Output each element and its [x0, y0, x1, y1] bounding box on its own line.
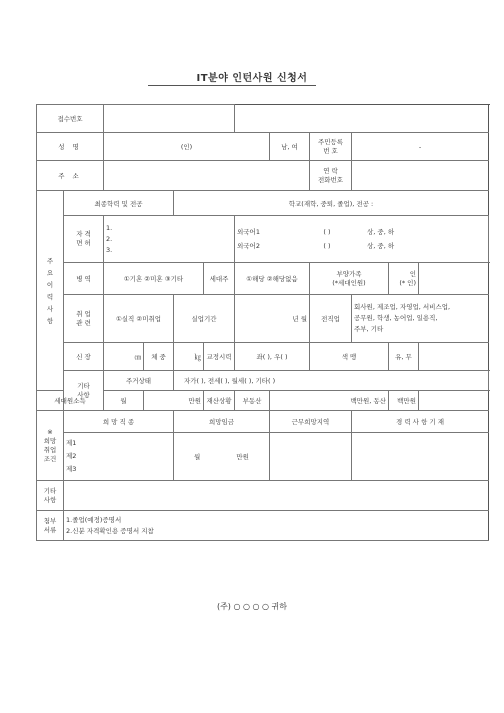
education-field[interactable]: 학교(재학, 중퇴, 졸업), 전공 : — [174, 191, 489, 216]
certificate-label: 자 격 면 허 — [64, 216, 104, 263]
income-month: 월 — [104, 391, 144, 411]
height-field[interactable]: ㎝ — [104, 343, 144, 371]
language1-label: 외국어1 — [237, 228, 260, 236]
misc-field[interactable] — [64, 481, 489, 511]
movable-field[interactable]: 백만원 — [389, 391, 419, 411]
language2-level[interactable]: 상, 중, 하 — [367, 242, 395, 250]
language1-level[interactable]: 상, 중, 하 — [367, 228, 395, 236]
application-form-table — [36, 104, 489, 541]
weight-label: 체 중 — [144, 343, 174, 371]
blank-area — [235, 105, 489, 133]
career-side-label: 주 요 이 력 사 항 — [37, 191, 64, 391]
previous-job-label: 전직업 — [310, 295, 352, 343]
color-blindness-label: 색 맹 — [310, 343, 389, 371]
language-cell — [235, 216, 489, 263]
employment-options[interactable]: ①실직 ②미취업 — [104, 295, 174, 343]
desired-wage-header: 희망임금 — [174, 411, 270, 433]
income-field[interactable]: 만원 — [144, 391, 204, 411]
householder-options[interactable]: ①해당 ②해당없음 — [235, 263, 310, 295]
receipt-number-field[interactable] — [104, 105, 235, 133]
other-side-label: 기타 사항 — [64, 371, 104, 411]
desired-wage-field[interactable] — [174, 433, 270, 481]
receipt-number-label: 접수번호 — [37, 105, 104, 133]
wage-unit: 만원 — [236, 453, 249, 461]
vision-field[interactable]: 좌( ), 우( ) — [235, 343, 310, 371]
attachment-item-2: 2.신분 자격확인용 증명서 지참 — [66, 526, 154, 535]
form-title: IT분야 인턴사원 신청서 — [196, 73, 308, 84]
contact-label: 연 락 전화번호 — [310, 161, 352, 191]
residence-label: 주거상태 — [104, 371, 174, 391]
assets-label: 재산상황 — [204, 391, 235, 411]
rrn-field[interactable]: - — [352, 133, 489, 161]
experience-header: 경 력 사 항 기 재 — [352, 411, 489, 433]
gender-field[interactable]: 남, 여 — [270, 133, 310, 161]
language1-field[interactable]: ( ) — [323, 228, 331, 236]
attachment-item-1: 1.졸업(예정)증명서 — [66, 515, 122, 524]
name-label: 성 명 — [37, 133, 104, 161]
income-label: 세대원소득 — [37, 391, 104, 411]
dependents-field[interactable]: 인 (* 인) — [389, 263, 419, 295]
desired-region-header: 근무희망지역 — [270, 411, 352, 433]
addressee-footer: (주) ○ ○ ○ ○ 귀하 — [216, 602, 288, 611]
attachments-list — [64, 511, 489, 541]
marital-options[interactable]: ①기혼 ②미혼 ③기타 — [104, 263, 204, 295]
language2-field[interactable]: ( ) — [323, 242, 331, 250]
experience-field[interactable] — [352, 433, 489, 481]
address-label: 주 소 — [37, 161, 104, 191]
residence-field[interactable]: 자가( ), 전세( ), 월세( ), 기타( ) — [174, 371, 489, 391]
rrn-label: 주민등록 번 호 — [310, 133, 352, 161]
name-seal-field[interactable]: (인) — [104, 133, 270, 161]
color-blindness-field[interactable]: 유, 무 — [389, 343, 419, 371]
real-estate-field[interactable]: 백만원, 동산 — [270, 391, 389, 411]
military-label: 병 역 — [64, 263, 104, 295]
employment-label: 취 업 관 련 — [64, 295, 104, 343]
real-estate-label: 부동산 — [235, 391, 270, 411]
desired-region-field[interactable] — [270, 433, 352, 481]
weight-field[interactable]: ㎏ — [174, 343, 204, 371]
dependents-label: 부양가족 (*세대인원) — [310, 263, 389, 295]
unemployment-period-label: 실업기간 — [174, 295, 235, 343]
unemployment-period-field[interactable]: 년 월 — [235, 295, 310, 343]
title-underline — [148, 85, 316, 86]
misc-side-label: 기타 사항 — [37, 481, 64, 511]
desired-side-label: ※ 희망 취업 조건 — [37, 411, 64, 481]
desired-job-header: 희 망 직 종 — [64, 411, 174, 433]
address-field[interactable] — [104, 161, 310, 191]
certificate-field[interactable]: 1. 2. 3. — [104, 216, 235, 263]
previous-job-options[interactable]: 회사원, 제조업, 자영업, 서비스업, 공무원, 학생, 농어업, 일용직, 주부, 기타 — [352, 295, 489, 343]
householder-label: 세대주 — [204, 263, 235, 295]
vision-label: 교정시력 — [204, 343, 235, 371]
height-label: 신 장 — [64, 343, 104, 371]
education-label: 최종학력 및 전공 — [64, 191, 174, 216]
attachments-side-label: 첨부 서류 — [37, 511, 64, 541]
desired-job-choices[interactable]: 제1 제2 제3 — [64, 433, 174, 481]
contact-field[interactable] — [352, 161, 489, 191]
language2-label: 외국어2 — [237, 242, 260, 250]
wage-month: 월 — [194, 453, 201, 461]
